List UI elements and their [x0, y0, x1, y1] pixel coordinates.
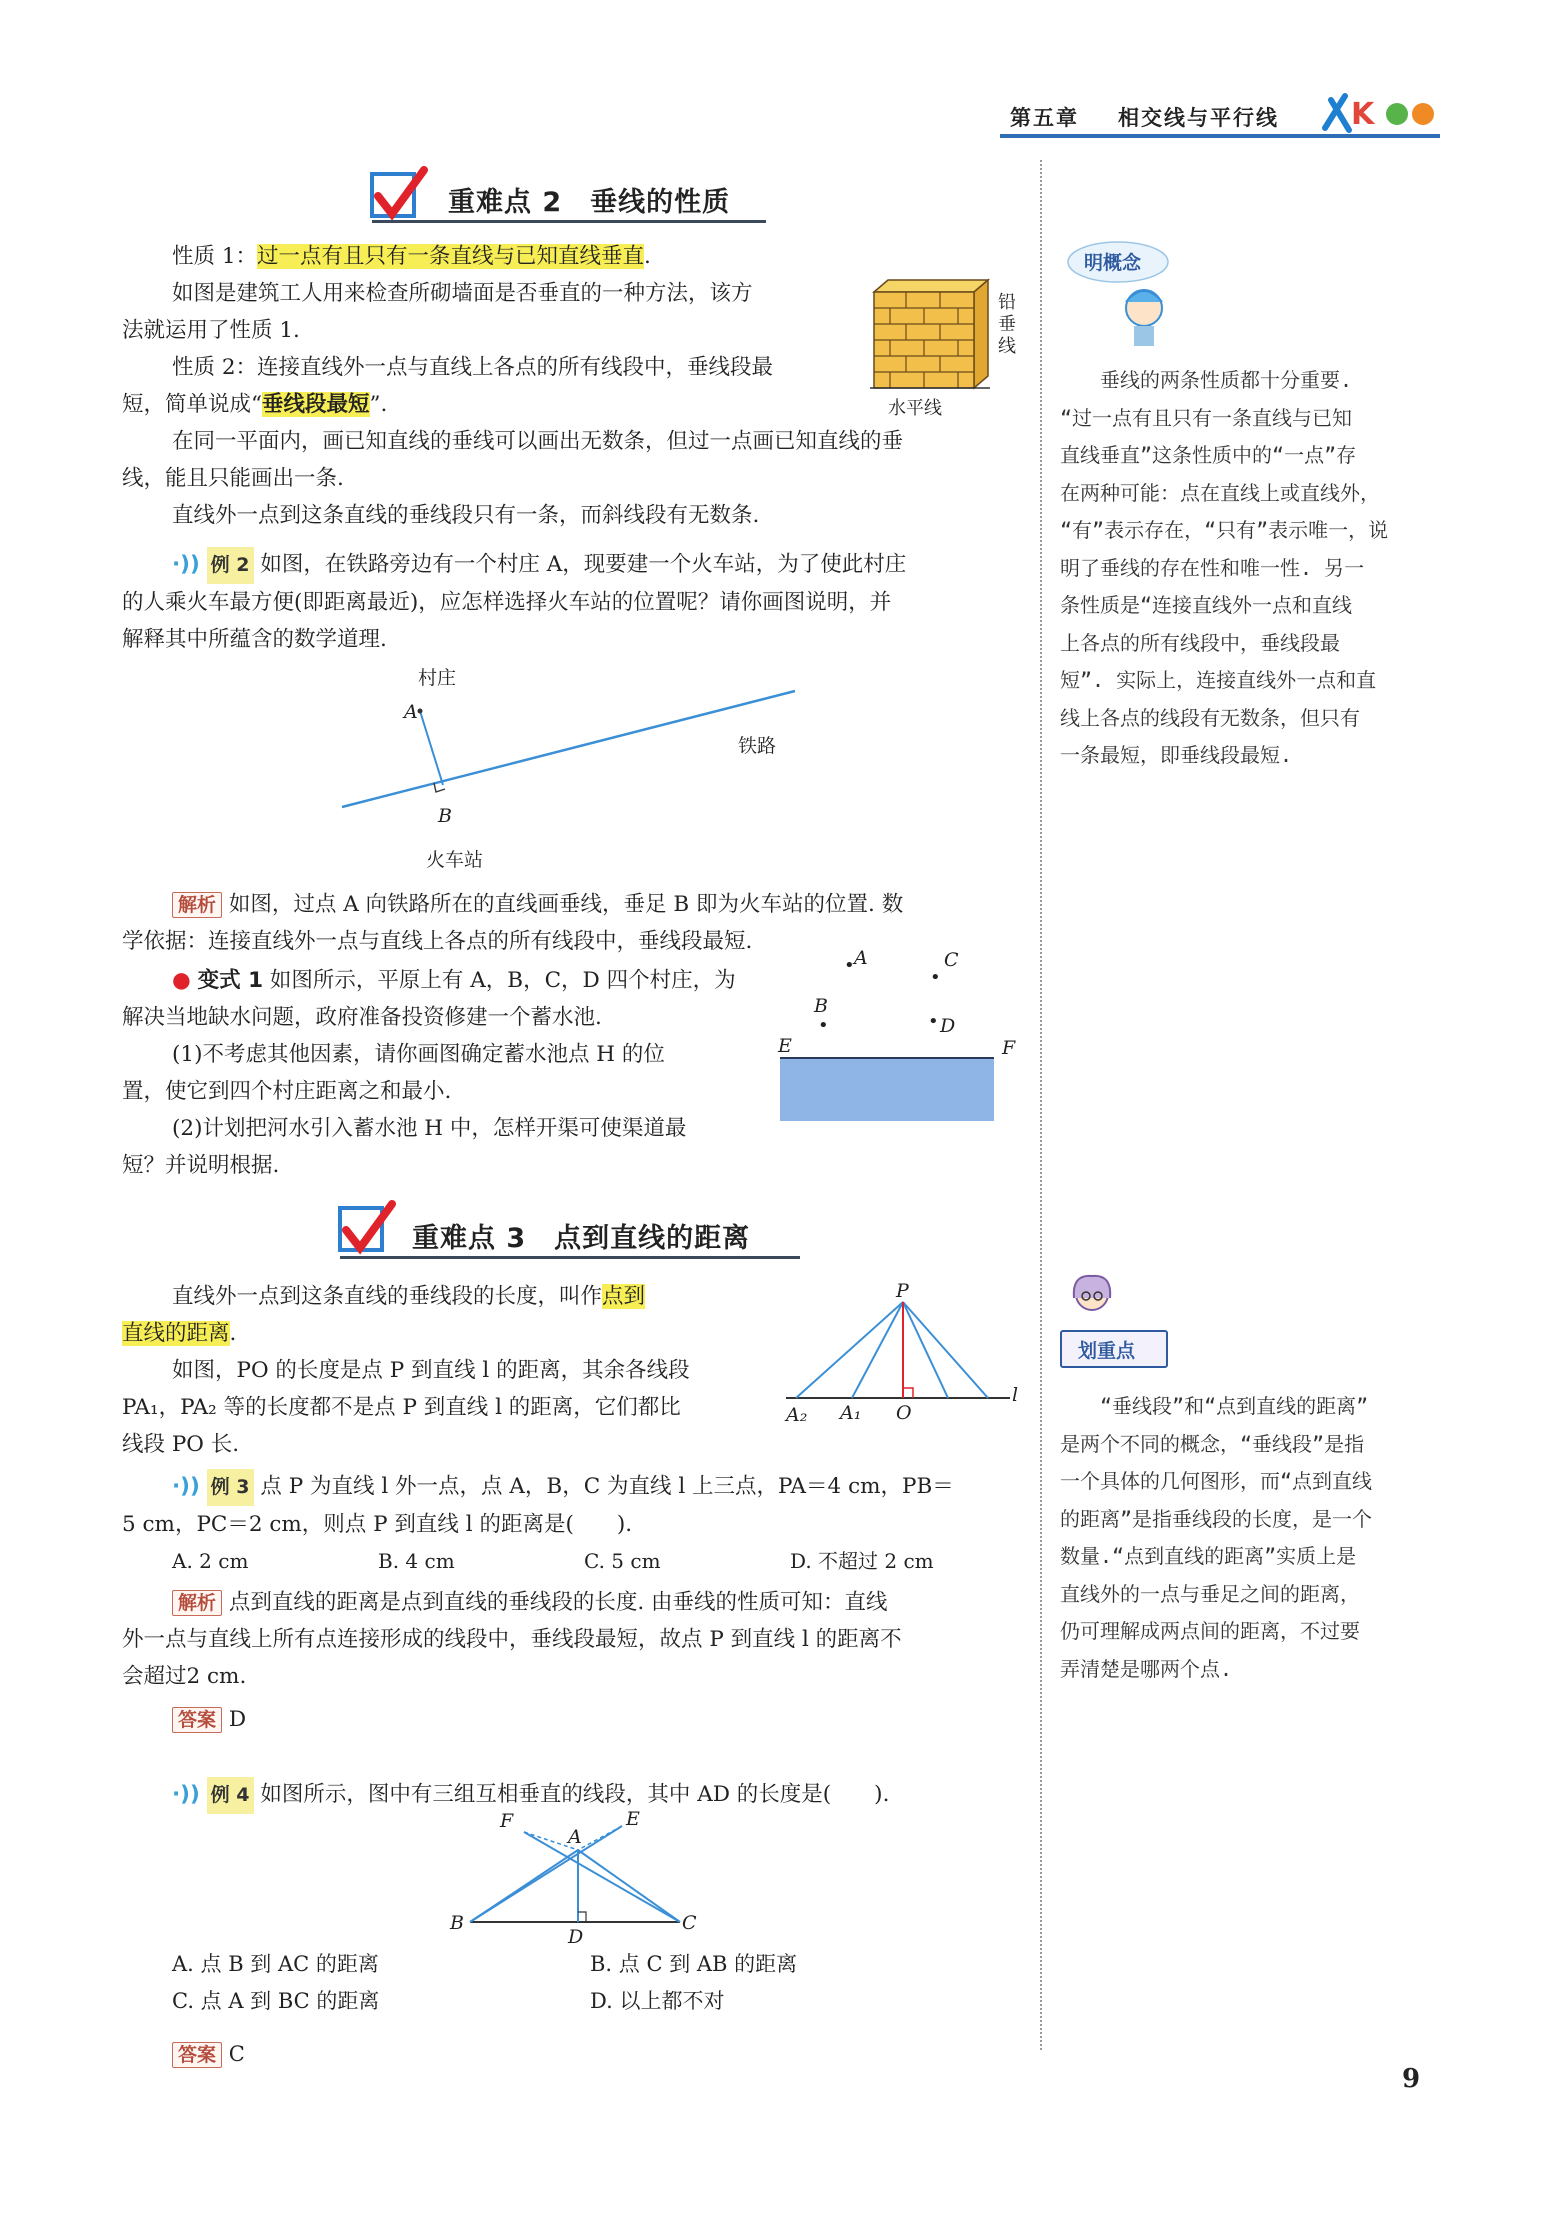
railway-label: 铁路: [738, 735, 777, 757]
example4-label: 例 4: [207, 1777, 254, 1814]
example4-answer: 答案 C: [172, 2036, 245, 2073]
paragraph-3-line2: 线，能且只能画出一条.: [122, 466, 344, 491]
variant1: [122, 962, 782, 1184]
checkmark-icon: [336, 1200, 398, 1262]
level-line-label: 水平线: [888, 398, 942, 419]
definition-line2: 直线的距离.: [122, 1321, 237, 1346]
key-line: 直线外的一点与垂足之间的距离，: [1060, 1581, 1360, 1606]
option-c[interactable]: C. 5 cm: [584, 1549, 661, 1573]
point-b-label: B: [438, 805, 452, 827]
speaker-icon: ·)): [172, 552, 200, 577]
point-a1-label: A₁: [840, 1402, 862, 1424]
dot-c: •: [930, 967, 941, 988]
concept-line: 上各点的所有线段中，垂线段最: [1060, 630, 1340, 655]
section3-p2-line1: 如图，PO 的长度是点 P 到直线 l 的距离，其余各线段: [172, 1358, 690, 1383]
example2: [122, 546, 1022, 658]
concept-line: 直线垂直”这条性质中的“一点”存: [1060, 443, 1357, 467]
section-title-2: [368, 168, 768, 228]
variant1-q1-line1: (1)不考虑其他因素，请你画图确定蓄水池点 H 的位: [172, 1042, 665, 1067]
point-a2-label: A₂: [786, 1404, 808, 1426]
section-title-text: 重难点 2 垂线的性质: [448, 187, 731, 218]
concept-line: 条性质是“连接直线外一点和直线: [1060, 593, 1353, 617]
checkmark-icon: [368, 166, 430, 228]
analysis-tag: 解析: [172, 892, 222, 918]
title-underline: [372, 220, 766, 223]
title-underline: [340, 1256, 800, 1259]
point-o-label: O: [896, 1402, 912, 1424]
point-line-figure: [770, 1280, 1030, 1430]
point-a-label: A: [404, 701, 418, 723]
section-title-3: [336, 1200, 806, 1264]
railway-figure: [330, 655, 810, 875]
chapter-number: 第五章: [1010, 106, 1079, 130]
concept-line: 短”. 实际上，连接直线外一点和直: [1060, 668, 1377, 692]
key-line: 弄清楚是哪两个点.: [1060, 1656, 1233, 1681]
key-tag: 划重点: [1078, 1340, 1136, 1362]
key-line: 一个具体的几何图形，而“点到直线: [1060, 1469, 1373, 1493]
key-line: 的距离”是指垂线段的长度，是一个: [1060, 1506, 1373, 1531]
analysis-line2: 学依据：连接直线外一点与直线上各点的所有线段中，垂线段最短.: [122, 929, 753, 954]
concept-notes: [1060, 362, 1450, 775]
variant1-q2-line2: 短？并说明根据.: [122, 1153, 280, 1178]
option-a[interactable]: A. 2 cm: [172, 1549, 249, 1573]
point-d-label: D: [568, 1926, 584, 1948]
line-l-label: l: [1012, 1384, 1019, 1406]
example4: [122, 1776, 1022, 1814]
option-d[interactable]: D. 不超过 2 cm: [790, 1549, 934, 1573]
page-number: 9: [1402, 2064, 1421, 2094]
example3-analysis-line1: 解析 点到直线的距离是点到直线的垂线段的长度. 由垂线的性质可知：直线: [122, 1584, 1022, 1621]
example4-line1: ·)) 例 4 如图所示，图中有三组互相垂直的线段，其中 AD 的长度是( ).: [122, 1776, 1022, 1814]
point-f-label: F: [500, 1810, 514, 1832]
example3-answer: 答案 D: [122, 1701, 1022, 1738]
example3-line2: 5 cm，PC＝2 cm，则点 P 到直线 l 的距离是( ).: [122, 1512, 633, 1537]
railway-diagram: [330, 655, 810, 875]
example3-line1: ·)) 例 3 点 P 为直线 l 外一点，点 A，B，C 为直线 l 上三点，PA＝4 cm，PB＝: [122, 1468, 1022, 1506]
villages-figure: [768, 945, 1028, 1135]
concept-line: 垂线的两条性质都十分重要.: [1060, 368, 1353, 392]
concept-tag: 明概念: [1084, 252, 1142, 274]
concept-line: 一条最短，即垂线段最短.: [1060, 743, 1293, 767]
point-e-label: E: [626, 1808, 640, 1830]
point-p-label: P: [896, 1280, 909, 1302]
column-divider: [1040, 160, 1042, 2050]
pin-icon: ●: [172, 968, 191, 993]
plumb-line-label: 铅垂线: [998, 292, 1016, 357]
village-a-label: A: [854, 947, 868, 969]
girl-avatar-icon: [1066, 1270, 1118, 1328]
boy-avatar-icon: [1114, 284, 1174, 348]
station-label: 火车站: [426, 849, 484, 871]
village-b-label: B: [814, 995, 828, 1017]
key-line: “垂线段”和“点到直线的距离”: [1060, 1394, 1369, 1418]
variant1-label: 变式 1: [197, 968, 264, 993]
village-d-label: D: [940, 1015, 956, 1037]
option-b[interactable]: B. 4 cm: [378, 1549, 455, 1573]
key-line: 是两个不同的概念，“垂线段”是指: [1060, 1431, 1365, 1456]
river-e-label: E: [778, 1035, 792, 1057]
example2-label: 例 2: [207, 547, 254, 584]
option-c[interactable]: C. 点 A 到 BC 的距离: [172, 1989, 380, 2013]
key-point-badge: [1060, 1270, 1190, 1380]
section3-p2-line2: PA₁，PA₂ 等的长度都不是点 P 到直线 l 的距离，它们都比: [122, 1395, 681, 1420]
point-b-label: B: [450, 1912, 464, 1934]
wall-figure: [866, 278, 1026, 418]
property-1: 性质 1：过一点有且只有一条直线与已知直线垂直.: [172, 244, 651, 269]
example2-line2: 的人乘火车最方便(即距离最近)，应怎样选择火车站的位置呢？请你画图说明，并: [122, 590, 892, 615]
dot-a: •: [844, 955, 855, 976]
dot-d: •: [928, 1011, 939, 1032]
example2-line3: 解释其中所蕴含的数学道理.: [122, 627, 387, 652]
definition-line1: 直线外一点到这条直线的垂线段的长度，叫作点到: [172, 1284, 646, 1309]
river-f-label: F: [1002, 1037, 1016, 1059]
header-logo-icon: [1315, 88, 1445, 138]
property-2-line2: 短，简单说成“垂线段最短”.: [122, 392, 388, 417]
property-2-line1: 性质 2：连接直线外一点与直线上各点的所有线段中，垂线段最: [172, 355, 774, 380]
river-rect: [780, 1057, 994, 1121]
variant1-q2-line1: (2)计划把河水引入蓄水池 H 中，怎样开渠可使渠道最: [172, 1116, 687, 1141]
village-label: 村庄: [418, 667, 457, 689]
triangle-figure: [440, 1808, 710, 1954]
wall-text-1: 如图是建筑工人用来检查所砌墙面是否垂直的一种方法，该方: [172, 281, 753, 306]
section3-p2-line3: 线段 PO 长.: [122, 1432, 240, 1457]
speaker-icon: ·)): [172, 1782, 200, 1807]
variant1-q1-line2: 置，使它到四个村庄距离之和最小.: [122, 1079, 452, 1104]
option-d[interactable]: D. 以上都不对: [590, 1989, 725, 2013]
key-line: 仍可理解成两点间的距离，不过要: [1060, 1619, 1360, 1643]
variant1-line1: ● 变式 1 如图所示，平原上有 A，B，C，D 四个村庄，为: [172, 968, 736, 993]
point-c-label: C: [682, 1912, 697, 1934]
option-b[interactable]: B. 点 C 到 AB 的距离: [590, 1952, 798, 1976]
variant1-line2: 解决当地缺水问题，政府准备投资修建一个蓄水池.: [122, 1005, 602, 1030]
paragraph-3-line1: 在同一平面内，画已知直线的垂线可以画出无数条，但过一点画已知直线的垂: [172, 429, 904, 454]
brick-wall-illustration: [866, 278, 990, 390]
page-header: [1000, 98, 1440, 138]
section-title-text: 重难点 3 点到直线的距离: [412, 1223, 751, 1254]
key-line: 数量.“点到直线的距离”实质上是: [1060, 1544, 1357, 1568]
option-a[interactable]: A. 点 B 到 AC 的距离: [172, 1952, 379, 1976]
concept-line: 线上各点的线段有无数条，但只有: [1060, 705, 1360, 730]
concept-line: 在两种可能：点在直线上或直线外，: [1060, 480, 1380, 505]
point-a-label: A: [568, 1826, 582, 1848]
dot-b: •: [818, 1015, 829, 1036]
example2-line1: ·)) 例 2 如图，在铁路旁边有一个村庄 A，现要建一个火车站，为了使此村庄: [122, 546, 1022, 584]
concept-line: 明了垂线的存在性和唯一性. 另一: [1060, 555, 1365, 580]
example3-options: [122, 1543, 1022, 1580]
village-c-label: C: [944, 949, 959, 971]
answer-tag: 答案: [172, 2042, 222, 2068]
svg-text:K: K: [1351, 97, 1375, 132]
paragraph-4: 直线外一点到这条直线的垂线段只有一条，而斜线段有无数条.: [172, 503, 760, 528]
example3: [122, 1468, 1022, 1738]
speaker-icon: ·)): [172, 1474, 200, 1499]
key-notes: [1060, 1388, 1450, 1688]
concept-badge: [1062, 238, 1182, 348]
answer-tag: 答案: [172, 1707, 222, 1733]
wall-text-2: 法就运用了性质 1.: [122, 318, 300, 343]
section3-body: [122, 1278, 782, 1463]
concept-line: “过一点有且只有一条直线与已知: [1060, 405, 1353, 430]
example3-label: 例 3: [207, 1469, 254, 1506]
example3-analysis-line3: 会超过2 cm.: [122, 1664, 247, 1689]
analysis-tag: 解析: [172, 1590, 222, 1616]
concept-line: “有”表示存在，“只有”表示唯一，说: [1060, 518, 1389, 542]
example3-analysis-line2: 外一点与直线上所有点连接形成的线段中，垂线段最短，故点 P 到直线 l 的距离不: [122, 1627, 902, 1652]
example4-options: [172, 1946, 972, 2026]
chapter-title: 相交线与平行线: [1118, 106, 1279, 130]
analysis-line1: 解析 如图，过点 A 向铁路所在的直线画垂线，垂足 B 即为火车站的位置. 数: [122, 886, 1022, 923]
